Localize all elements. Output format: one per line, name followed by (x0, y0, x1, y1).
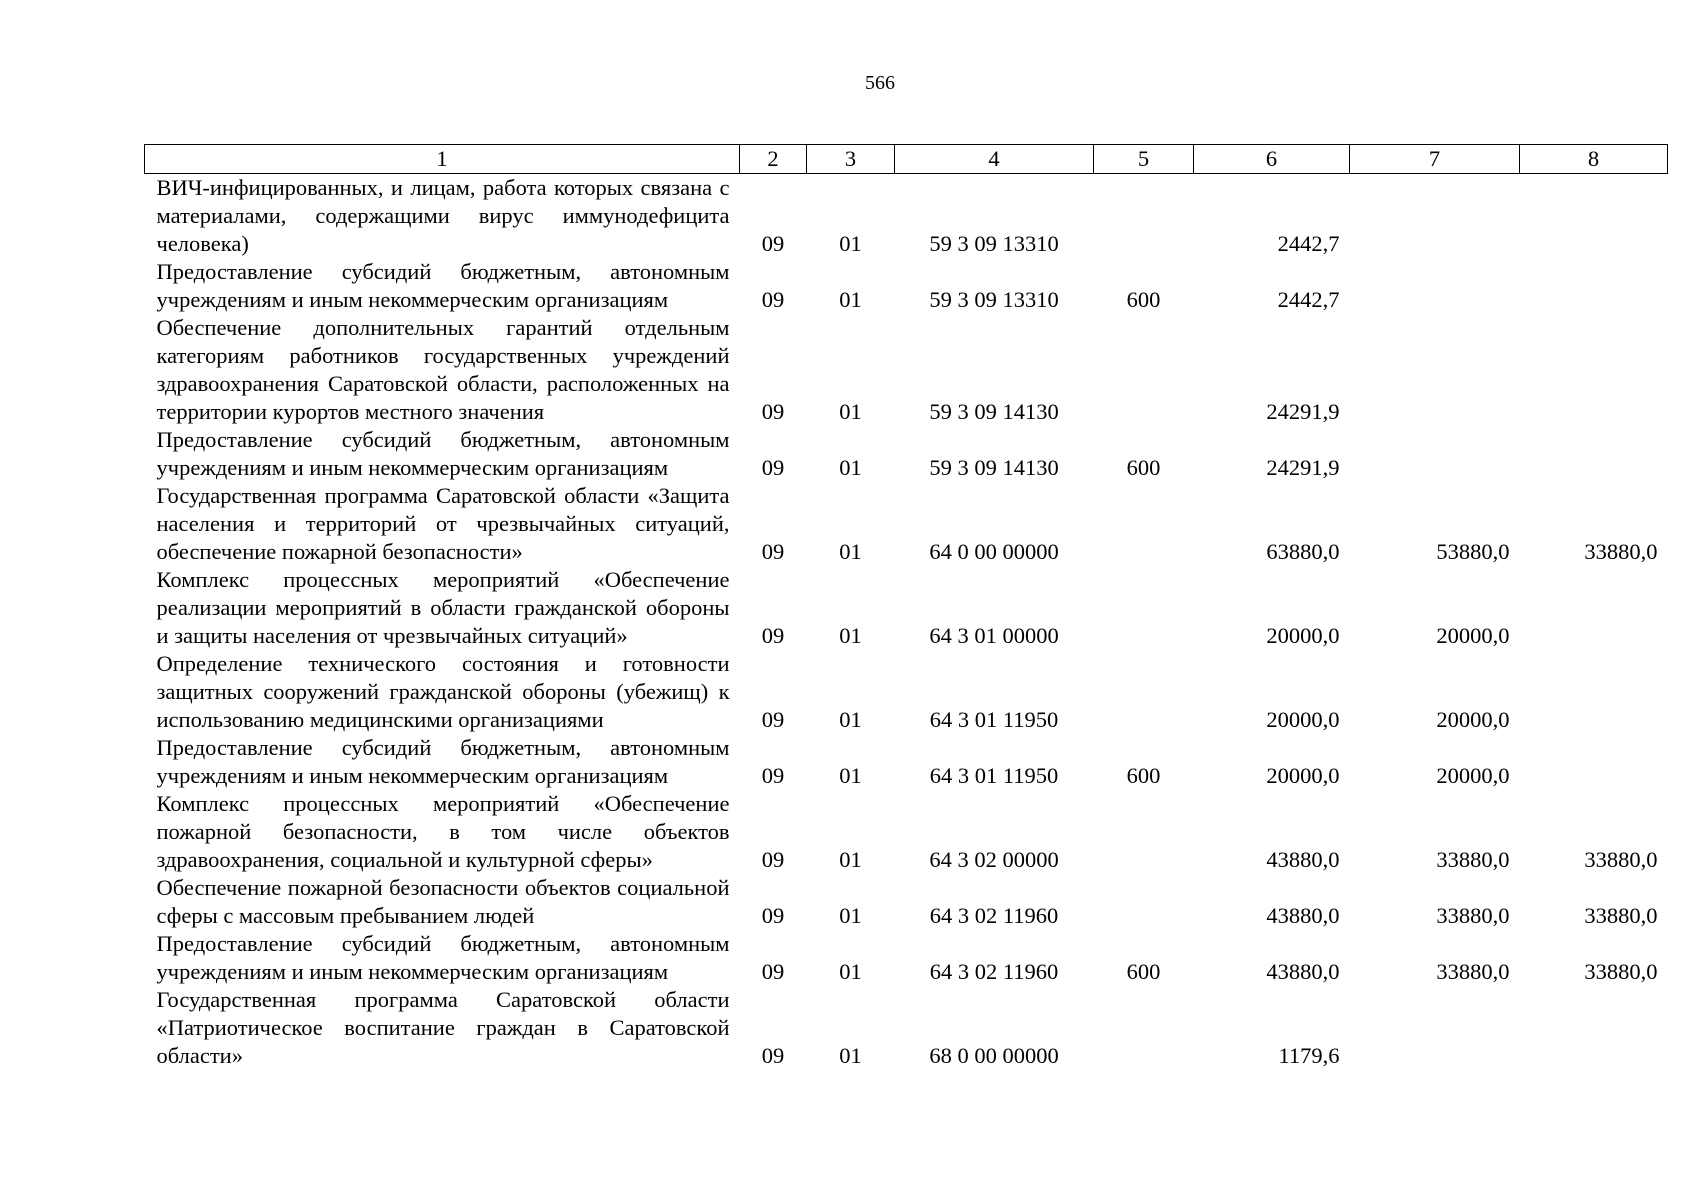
row-expense-type: 600 (1126, 959, 1161, 984)
row-target-code: 64 0 00 00000 (929, 539, 1059, 564)
row-value-col6: 43880,0 (1266, 847, 1340, 872)
row-section-code: 09 (761, 1043, 785, 1068)
row-value-col8 (1520, 258, 1668, 314)
row-target-code: 59 3 09 13310 (929, 287, 1059, 312)
table-row (145, 174, 1668, 259)
row-description: Обеспечение дополнительных гарантий отдельным категориям работников государственных учреждений здравоохранения Саратовской области, расположенных на территории курортов местного значения (156, 315, 730, 424)
row-section-code: 09 (761, 903, 785, 928)
header-col-1: 1 (145, 145, 740, 174)
row-value-col8 (1520, 650, 1668, 734)
row-expense-type (1094, 174, 1194, 259)
row-value-col8: 33880,0 (1584, 903, 1658, 928)
table-row (145, 790, 1668, 874)
row-target-code: 59 3 09 14130 (929, 399, 1059, 424)
row-subsection-code: 01 (839, 903, 862, 928)
row-expense-type (1094, 482, 1194, 566)
row-target-code: 64 3 02 11960 (929, 959, 1059, 984)
table-row (145, 258, 1668, 314)
row-section-code: 09 (761, 399, 785, 424)
row-subsection-code: 01 (839, 1043, 862, 1068)
row-value-col6: 1179,6 (1278, 1043, 1340, 1068)
row-description: Предоставление субсидий бюджетным, автономным учреждениям и иным некоммерческим организациям (156, 259, 730, 312)
row-section-code: 09 (761, 959, 785, 984)
header-col-3: 3 (807, 145, 895, 174)
row-expense-type (1094, 314, 1194, 426)
row-expense-type (1094, 650, 1194, 734)
row-subsection-code: 01 (839, 847, 862, 872)
row-description: Комплекс процессных мероприятий «Обеспечение реализации мероприятий в области гражданской обороны и защиты населения от чрезвычайных ситуаций» (156, 567, 730, 648)
row-description: Предоставление субсидий бюджетным, автономным учреждениям и иным некоммерческим организациям (156, 735, 730, 788)
row-subsection-code: 01 (839, 959, 862, 984)
row-description: ВИЧ-инфицированных, и лицам, работа которых связана с материалами, содержащими вирус иммунодефицита человека) (156, 175, 730, 256)
row-expense-type: 600 (1126, 455, 1161, 480)
row-section-code: 09 (761, 847, 785, 872)
row-value-col8 (1520, 174, 1668, 259)
row-section-code: 09 (761, 623, 785, 648)
header-col-5: 5 (1094, 145, 1194, 174)
row-expense-type (1094, 790, 1194, 874)
row-value-col8 (1520, 426, 1668, 482)
table-row (145, 930, 1668, 986)
row-value-col6: 24291,9 (1266, 399, 1340, 424)
row-section-code: 09 (761, 455, 785, 480)
row-description: Государственная программа Саратовской области «Защита населения и территорий от чрезвычайных ситуаций, обеспечение пожарной безопасности» (156, 483, 730, 564)
row-expense-type (1094, 874, 1194, 930)
row-value-col6: 2442,7 (1277, 231, 1340, 256)
row-target-code: 59 3 09 14130 (929, 455, 1059, 480)
row-value-col7: 20000,0 (1436, 623, 1510, 648)
row-value-col6: 63880,0 (1266, 539, 1340, 564)
row-expense-type (1094, 986, 1194, 1070)
table-row (145, 566, 1668, 650)
row-value-col7: 33880,0 (1436, 847, 1510, 872)
row-subsection-code: 01 (839, 399, 862, 424)
row-value-col6: 2442,7 (1277, 287, 1340, 312)
row-value-col7: 33880,0 (1436, 959, 1510, 984)
row-description: Предоставление субсидий бюджетным, автономным учреждениям и иным некоммерческим организациям (156, 931, 730, 984)
row-value-col7: 33880,0 (1436, 903, 1510, 928)
row-value-col6: 20000,0 (1266, 707, 1340, 732)
row-expense-type (1094, 566, 1194, 650)
row-subsection-code: 01 (839, 623, 862, 648)
row-target-code: 59 3 09 13310 (929, 231, 1059, 256)
row-target-code: 64 3 01 11950 (929, 707, 1059, 732)
row-value-col6: 20000,0 (1266, 623, 1340, 648)
row-description: Комплекс процессных мероприятий «Обеспечение пожарной безопасности, в том числе объектов здравоохранения, социальной и культурной сферы» (156, 791, 730, 872)
row-subsection-code: 01 (839, 287, 862, 312)
row-subsection-code: 01 (839, 231, 862, 256)
row-target-code: 64 3 02 00000 (929, 847, 1059, 872)
row-value-col8 (1520, 314, 1668, 426)
row-value-col8 (1520, 986, 1668, 1070)
row-section-code: 09 (761, 539, 785, 564)
row-value-col7 (1350, 986, 1520, 1070)
row-subsection-code: 01 (839, 455, 862, 480)
page-number: 566 (865, 72, 895, 94)
row-subsection-code: 01 (839, 763, 862, 788)
row-value-col8 (1520, 734, 1668, 790)
row-section-code: 09 (761, 707, 785, 732)
row-value-col6: 43880,0 (1266, 903, 1340, 928)
table-row (145, 482, 1668, 566)
table-row (145, 426, 1668, 482)
row-value-col7: 53880,0 (1436, 539, 1510, 564)
row-section-code: 09 (761, 287, 785, 312)
row-value-col8: 33880,0 (1584, 959, 1658, 984)
table-body (145, 174, 1668, 1071)
row-description: Обеспечение пожарной безопасности объектов социальной сферы с массовым пребыванием людей (156, 875, 730, 928)
table-row (145, 874, 1668, 930)
budget-table (144, 144, 1668, 1070)
table-header (145, 145, 1668, 174)
row-target-code: 64 3 02 11960 (929, 903, 1059, 928)
row-value-col8: 33880,0 (1584, 539, 1658, 564)
table-row (145, 734, 1668, 790)
row-value-col6: 20000,0 (1266, 763, 1340, 788)
row-value-col7: 20000,0 (1436, 707, 1510, 732)
header-row (145, 145, 1668, 174)
row-value-col8: 33880,0 (1584, 847, 1658, 872)
header-col-4: 4 (895, 145, 1094, 174)
table-row (145, 650, 1668, 734)
header-col-7: 7 (1350, 145, 1520, 174)
table-row (145, 314, 1668, 426)
header-col-2: 2 (740, 145, 807, 174)
row-value-col6: 24291,9 (1266, 455, 1340, 480)
row-value-col6: 43880,0 (1266, 959, 1340, 984)
row-target-code: 64 3 01 00000 (929, 623, 1059, 648)
row-value-col7 (1350, 174, 1520, 259)
row-description: Предоставление субсидий бюджетным, автономным учреждениям и иным некоммерческим организациям (156, 427, 730, 480)
row-subsection-code: 01 (839, 707, 862, 732)
row-expense-type: 600 (1126, 287, 1161, 312)
row-value-col7 (1350, 426, 1520, 482)
row-section-code: 09 (761, 231, 785, 256)
row-value-col8 (1520, 566, 1668, 650)
row-description: Государственная программа Саратовской области «Патриотическое воспитание граждан в Саратовской области» (156, 987, 730, 1068)
header-col-8: 8 (1520, 145, 1668, 174)
table-row (145, 986, 1668, 1070)
row-target-code: 64 3 01 11950 (929, 763, 1059, 788)
row-value-col7 (1350, 314, 1520, 426)
row-target-code: 68 0 00 00000 (929, 1043, 1059, 1068)
row-section-code: 09 (761, 763, 785, 788)
row-value-col7 (1350, 258, 1520, 314)
row-expense-type: 600 (1126, 763, 1161, 788)
row-value-col7: 20000,0 (1436, 763, 1510, 788)
row-subsection-code: 01 (839, 539, 862, 564)
header-col-6: 6 (1194, 145, 1350, 174)
row-description: Определение технического состояния и готовности защитных сооружений гражданской обороны (убежищ) к использованию медицинскими организациями (156, 651, 730, 732)
